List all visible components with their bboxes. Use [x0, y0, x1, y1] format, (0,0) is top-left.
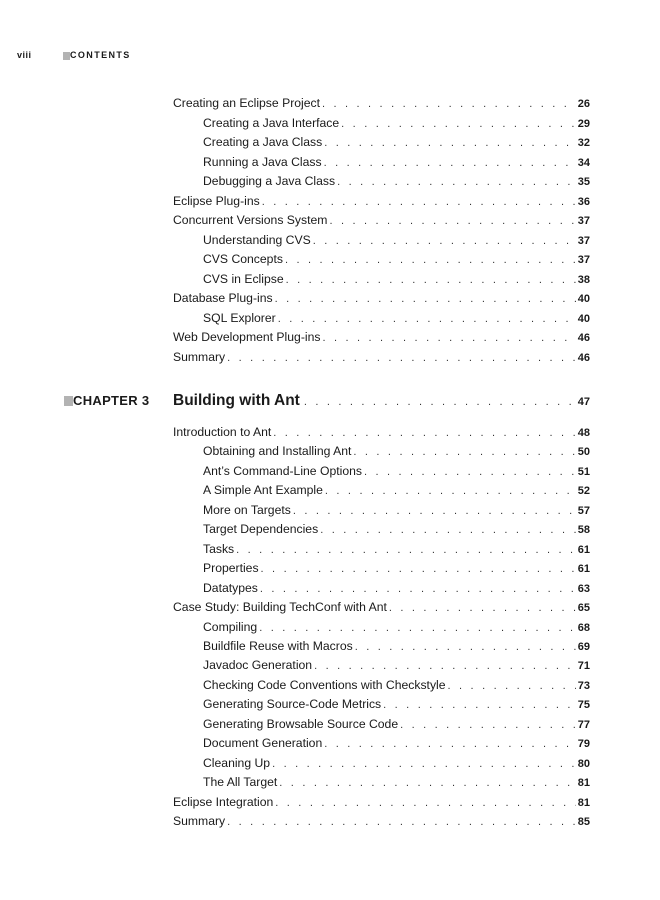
toc-entry-title: Obtaining and Installing Ant: [203, 444, 352, 459]
toc-entry: [203, 251, 590, 268]
toc-entry: [203, 638, 590, 655]
dot-leader: [322, 330, 575, 346]
dot-leader: [320, 522, 576, 538]
toc-entry-title: Datatypes: [203, 580, 258, 595]
toc-entry-title: Compiling: [203, 619, 258, 634]
chapter-label: CHAPTER 3: [73, 393, 150, 408]
toc-entry-title: Properties: [203, 561, 259, 576]
toc-entry-title: Summary: [173, 814, 226, 828]
dot-leader: [324, 135, 576, 151]
toc-entry-title: Concurrent Versions System: [173, 213, 328, 227]
toc-entry: [173, 794, 590, 811]
toc-entry-page: 77: [577, 718, 590, 731]
section-marker-icon: [63, 52, 70, 60]
chapter-page-number: 47: [577, 396, 590, 408]
toc-entry: [173, 212, 590, 229]
toc-entry: [173, 424, 590, 441]
toc-entry-page: 40: [577, 293, 590, 305]
toc-entry: [173, 329, 590, 346]
toc-entry-page: 58: [577, 524, 590, 537]
chapter-title: Building with Ant: [173, 392, 300, 409]
toc-entry: [203, 310, 590, 327]
dot-leader: [325, 483, 576, 499]
dot-leader: [448, 678, 576, 694]
toc-entry-page: 68: [577, 621, 590, 634]
toc-entry-page: 37: [577, 215, 590, 227]
toc-entry-page: 69: [577, 640, 590, 653]
dot-leader: [275, 795, 575, 811]
dot-leader: [293, 503, 576, 519]
toc-entry: [173, 813, 590, 830]
dot-leader: [304, 392, 576, 412]
toc-entry-page: 26: [577, 98, 590, 110]
dot-leader: [227, 350, 576, 366]
dot-leader: [260, 581, 576, 597]
chapter-heading: [0, 391, 660, 413]
toc-entry-page: 75: [577, 699, 590, 712]
dot-leader: [324, 155, 576, 171]
dot-leader: [259, 620, 576, 636]
toc-entry-page: 35: [577, 176, 590, 188]
chapter-marker-icon: [64, 396, 73, 406]
dot-leader: [313, 233, 576, 249]
dot-leader: [324, 736, 576, 752]
toc-entry-title: A Simple Ant Example: [203, 483, 323, 498]
toc-entry-page: 80: [577, 757, 590, 770]
dot-leader: [261, 561, 576, 577]
toc-entry: [203, 521, 590, 538]
toc-entry-page: 40: [577, 312, 590, 325]
toc-entry: [203, 115, 590, 132]
toc-entry: [203, 619, 590, 636]
toc-entry: [203, 755, 590, 772]
toc-entry-title: Document Generation: [203, 736, 323, 751]
toc-entry: [203, 232, 590, 249]
toc-entry-page: 63: [577, 582, 590, 595]
toc-entry: [203, 716, 590, 733]
toc-entry-page: 71: [577, 660, 590, 673]
toc-entry: [203, 154, 590, 171]
dot-leader: [314, 658, 576, 674]
dot-leader: [278, 311, 576, 327]
toc-entry-page: 37: [577, 234, 590, 247]
toc-entry: [203, 677, 590, 694]
running-head-title: CONTENTS: [70, 50, 131, 60]
toc-entry: [203, 774, 590, 791]
toc-entry: [203, 463, 590, 480]
toc-entry: [203, 657, 590, 674]
dot-leader: [286, 272, 576, 288]
dot-leader: [329, 213, 575, 229]
toc-entry-page: 46: [577, 351, 590, 364]
dot-leader: [272, 756, 576, 772]
toc-entry-page: 29: [577, 117, 590, 130]
dot-leader: [389, 600, 576, 616]
toc-entry: [203, 541, 590, 558]
toc-entry-title: Understanding CVS: [203, 232, 311, 247]
dot-leader: [337, 174, 576, 190]
dot-leader: [285, 252, 576, 268]
chapter-title-row: [173, 391, 590, 412]
toc-entry-title: CVS Concepts: [203, 252, 283, 266]
toc-entry-title: Introduction to Ant: [173, 425, 272, 439]
toc-entry-title: Summary: [173, 349, 226, 364]
dot-leader: [355, 639, 576, 655]
toc-entry-title: Web Development Plug-ins: [173, 330, 321, 344]
toc-entry: [203, 271, 590, 288]
toc-entry-page: 73: [577, 679, 590, 692]
toc-entry-page: 37: [577, 254, 590, 266]
dot-leader: [275, 291, 576, 307]
toc-entry-title: Creating a Java Interface: [203, 115, 340, 130]
toc-entry-page: 57: [577, 504, 590, 517]
toc-entry-title: Running a Java Class: [203, 154, 322, 169]
toc-entry-page: 46: [577, 332, 590, 344]
toc-entry: [203, 502, 590, 519]
toc-entry: [203, 580, 590, 597]
toc-entry-title: Tasks: [203, 541, 235, 556]
dot-leader: [341, 116, 576, 132]
toc-entry-title: Eclipse Integration: [173, 794, 274, 809]
toc-entry-title: Creating a Java Class: [203, 135, 323, 149]
toc-entry-title: The All Target: [203, 775, 278, 790]
toc-entry: [173, 193, 590, 210]
page-number: viii: [17, 50, 32, 60]
toc-entry-title: Javadoc Generation: [203, 658, 313, 673]
toc-entry: [203, 735, 590, 752]
toc-entry-title: Creating an Eclipse Project: [173, 96, 320, 110]
toc-entry: [203, 134, 590, 151]
dot-leader: [262, 194, 576, 210]
toc-entry-title: Database Plug-ins: [173, 291, 273, 305]
dot-leader: [279, 775, 575, 791]
toc-entry: [203, 443, 590, 460]
toc-entry-page: 36: [577, 195, 590, 208]
toc-entry: [173, 290, 590, 307]
toc-entry: [203, 696, 590, 713]
toc-entry-page: 34: [577, 156, 590, 169]
toc-entry-page: 65: [577, 602, 590, 615]
toc-entry-page: 32: [577, 137, 590, 149]
toc-entry-title: Eclipse Plug-ins: [173, 193, 260, 208]
toc-entry-page: 85: [577, 816, 590, 828]
toc-entry-page: 61: [577, 563, 590, 576]
toc-entry: [203, 560, 590, 577]
toc-entry-title: Target Dependencies: [203, 522, 319, 537]
toc-entry-page: 61: [577, 543, 590, 556]
toc-entry-title: CVS in Eclipse: [203, 271, 284, 286]
dot-leader: [364, 464, 576, 480]
toc-entry-title: Generating Source-Code Metrics: [203, 697, 382, 712]
toc-entry-title: Cleaning Up: [203, 755, 271, 770]
toc-entry: [173, 599, 590, 616]
toc-entry: [203, 482, 590, 499]
toc-entry-title: SQL Explorer: [203, 310, 276, 325]
toc-entry: [173, 349, 590, 366]
dot-leader: [383, 697, 576, 713]
dot-leader: [236, 542, 576, 558]
toc-entry-title: Checking Code Conventions with Checkstyle: [203, 677, 446, 692]
dot-leader: [322, 96, 576, 112]
dot-leader: [353, 444, 575, 460]
toc-entry-page: 81: [577, 777, 590, 790]
toc-entry-title: Debugging a Java Class: [203, 174, 336, 188]
toc-entry-page: 50: [577, 446, 590, 459]
toc-entry-page: 48: [577, 427, 590, 439]
dot-leader: [273, 425, 576, 441]
toc-entry-page: 79: [577, 738, 590, 751]
toc-entry-title: More on Targets: [203, 502, 291, 517]
toc-entry-title: Case Study: Building TechConf with Ant: [173, 600, 387, 615]
dot-leader: [400, 717, 576, 733]
toc-entry-page: 81: [577, 796, 590, 809]
toc-entry: [173, 95, 590, 112]
toc-entry-title: Ant’s Command-Line Options: [203, 463, 362, 478]
toc-entry-page: 38: [577, 273, 590, 286]
toc-entry-title: Generating Browsable Source Code: [203, 716, 399, 731]
toc-entry-page: 52: [577, 485, 590, 498]
toc-entry: [203, 173, 590, 190]
toc-entry-title: Buildfile Reuse with Macros: [203, 638, 353, 653]
toc-entry-page: 51: [577, 465, 590, 478]
dot-leader: [227, 814, 576, 830]
